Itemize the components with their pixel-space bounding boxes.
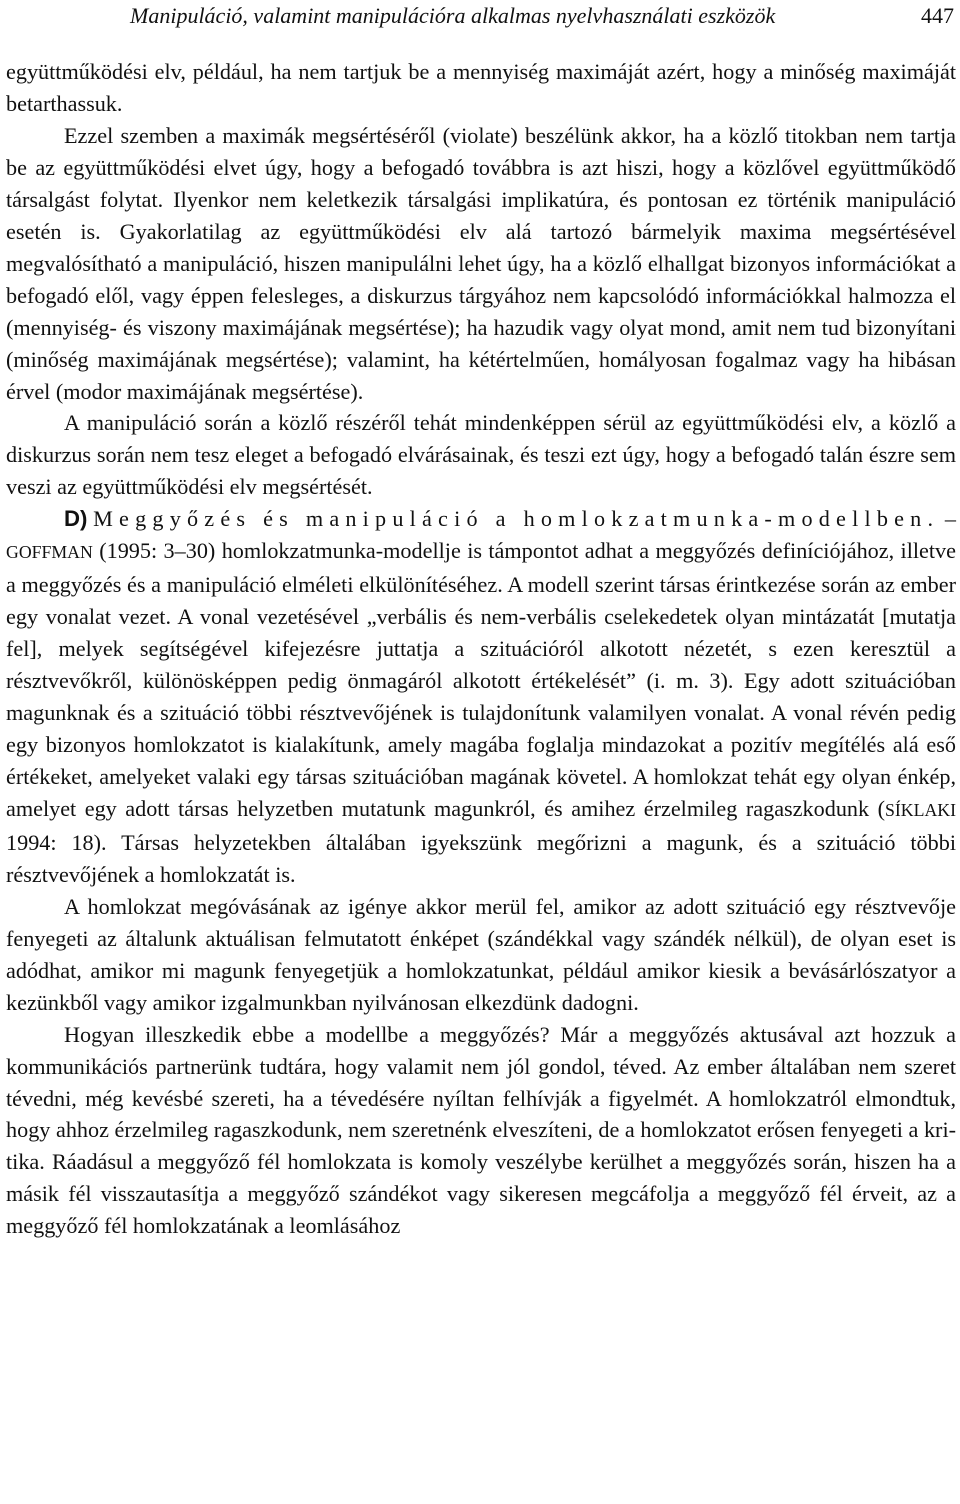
section-d-paragraph xyxy=(6,503,956,890)
paragraph-manipulation-summary: A manipuláció során a közlő részéről tehát mindenképpen sérül az együttműködési elv, a közlő a diskurzus során nem tesz eleget a befogadó elvárásainak, és teszi ezt úgy, hogy a befogadó talán észre sem veszi az együttműködési elv megsértését. xyxy=(6,410,956,500)
author-siklaki: SÍKLAKI xyxy=(885,799,956,820)
running-header xyxy=(6,0,956,56)
book-page xyxy=(6,0,956,1504)
paragraph-maxim-violation: Ezzel szemben a maximák megsértéséről (violate) beszélünk akkor, ha a közlő titokban nem tartja be az együttműködési elvet úgy, hogy a befogadó továbbra is azt hiszi, hogy a közlővel együttműködő társalgást folytat. Ilyenkor nem keletkezik társalgási implikatúra, és pontosan ez történik manipuláció esetén is. Gyakorlatilag az együttműködési elv alá tartozó bármelyik maxima megsértésével megvalósítható a manipuláció, hiszen manipulálni lehet úgy, ha a közlő elhallgat bizonyos információkat a befogadó elől, vagy éppen felesleges, a diskurzus tárgyához nem kapcsolódó információkkal halmozza el (mennyiség- és viszony maximájának megsértése); ha hazudik vagy olyat mond, amit nem tud bizonyítani (minőség maximájának megsértése); valamint, ha kétértelműen, homályosan fogalmaz vagy ha hibásan érvel (modor maximájának megsértése). xyxy=(6,122,956,404)
paragraph-continued: együttműködési elv, például, ha nem tartjuk be a mennyiség maximáját azért, hogy a minőség maximáját betarthassuk. xyxy=(6,59,956,116)
paragraph-face-threat: A homlokzat megóvásának az igénye akkor merül fel, amikor az adott szituáció egy résztvevője fenyegeti az általunk aktuálisan felmutatott énképet (szándékkal vagy szándék nélkül), de olyan eset is adódhat, amikor mi magunk fenyegetjük a homlokzatunkat, például amikor kiesik a bevásárlószatyor a kezünkből vagy amikor izgalmunkban nyilvánosan elkezdünk dadogni. xyxy=(6,893,956,1015)
author-goffman: GOFFMAN xyxy=(6,542,93,563)
section-text-end: 1994: 18). Társas helyzetekben általában igyekszünk megőrizni a magunk, és a szituáció többi résztvevőjének a homlokzatát is. xyxy=(6,829,956,887)
page-number: 447 xyxy=(921,3,954,28)
section-text: (1995: 3–30) homlokzatmunka-modellje is támpontot adhat a meggyőzés definíciójához, illetve a meggyőzés és a manipuláció elméleti elkülönítéséhez. A modell szerint társas érintkezése során az ember egy vonalat vezet. A vonal vezetésével „verbális és nem-verbális cselekedetek olyan mintázatát [mutatja fel], melyek segítségével kifejezésre juttatja a szituációról alkotott nézetét, s ezen keresztül a résztvevőkről, különösképpen pedig önmagáról alkotott értékelését” (i. m. 3). Egy adott szituációban magunknak és a szituáció többi résztvevőjének is tulajdonítunk valamilyen vonalat. A vonal révén pedig egy bizonyos homlokzatot is kialakítunk, amely magába foglalja mindazokat a pozitív megítélés alá eső értékeket, amelyeket valaki egy társas szituációban magának követel. A homlokzat tehát egy olyan énkép, amelyet egy adott társas helyzetben mutatunk magunkról, és amihez érzelmileg ragaszkodunk ( xyxy=(6,538,956,821)
running-title: Manipuláció, valamint manipulációra alkalmas nyelvhasználati eszközök xyxy=(130,3,776,28)
body-text xyxy=(6,56,956,1242)
section-label: D) xyxy=(64,506,88,532)
section-dash: – xyxy=(939,506,957,532)
section-heading: Meggyőzés és manipuláció a homlokzatmunka-modellben. xyxy=(93,506,940,532)
paragraph-persuasion: Hogyan illeszkedik ebbe a modellbe a meggyőzés? Már a meggyőzés aktusával azt hozzuk a kommunikációs partnerünk tudtára, hogy valamit nem jól gondol, téved. Az ember általában nem szeret tévedni, még kevésbé szereti, ha a tévedésére nyíltan felhívják a figyelmét. A homlokzatról elmondtuk, hogy ahhoz érzelmileg ragaszkodunk, nem szeretnénk elveszíteni, de a homlokzatot erősen fenyegeti a kritika. Ráadásul a meggyőző fél homlokzata is komoly veszélybe kerülhet a meggyőzés során, hiszen ha a másik fél visszautasítja a meggyőző szándékot vagy sikeresen megcáfolja a meggyőző fél érveit, az a meggyőző fél homlokzatának a leomlásához xyxy=(6,1021,956,1239)
